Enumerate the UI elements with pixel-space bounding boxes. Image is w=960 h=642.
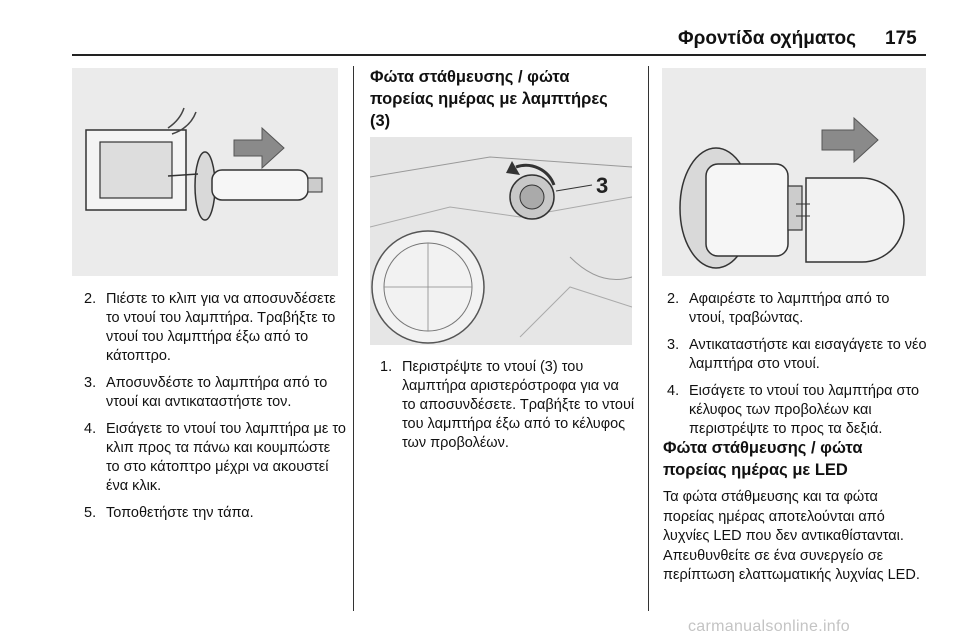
step-number: 4.: [84, 421, 97, 437]
list-item: [84, 290, 346, 366]
step-text: Εισάγετε το ντουί του λαμπτήρα με το κλιπ προς τα πάνω και κουμπώστε το στο κάτοπτρο μέχρι να ακουστεί ένα κλικ.: [106, 421, 346, 494]
bulb-socket-removal-illustration: [72, 68, 338, 276]
step-number: 2.: [84, 291, 97, 307]
header-rule: [72, 54, 926, 56]
step-text: Εισάγετε το ντουί του λαμπτήρα στο κέλυφος των προβολέων και περιστρέψτε το προς τα δεξιά.: [689, 383, 920, 437]
step-number: 5.: [84, 505, 97, 521]
section-heading-bulb-lamps: Φώτα στάθμευσης / φώτα πορείας ημέρας με λαμπτήρες (3): [370, 68, 608, 130]
step-text: Αποσυνδέστε το λαμπτήρα από το ντουί και αντικαταστήστε τον.: [106, 375, 328, 410]
section-heading-led-lamps: Φώτα στάθμευσης / φώτα πορείας ημέρας με LED: [663, 439, 863, 479]
led-info-paragraph: Τα φώτα στάθμευσης και τα φώτα πορείας ημέρας αποτελούνται από λυχνίες LED που δεν αντικαθίστανται. Απευθυνθείτε σε ένα συνεργείο σε περίπτωση ελαττωματικής λυχνίας LED.: [663, 489, 920, 583]
step-text: Πιέστε το κλιπ για να αποσυνδέσετε το ντουί του λαμπτήρα. Τραβήξτε το ντουί του λαμπτήρα έξω από το κάτοπτρο.: [106, 291, 336, 364]
step-number: 3.: [84, 375, 97, 391]
headlamp-housing-drawing: [370, 137, 632, 345]
list-item: [84, 420, 346, 496]
step-text: Τοποθετήστε την τάπα.: [106, 505, 254, 521]
column-divider-right: [648, 66, 649, 611]
bulb-socket-removal-drawing: [72, 68, 338, 276]
list-item: [84, 504, 346, 523]
list-item: [667, 382, 929, 439]
bulb-extraction-drawing: [662, 68, 926, 276]
step-number: 4.: [667, 383, 680, 399]
right-steps-list: [667, 290, 929, 447]
callout-label-3: 3: [596, 173, 609, 198]
step-text: Αντικαταστήστε και εισαγάγετε το νέο λαμπτήρα στο ντουί.: [689, 337, 927, 372]
list-item: [380, 358, 636, 453]
step-text: Αφαιρέστε το λαμπτήρα από το ντουί, τραβώντας.: [689, 291, 890, 326]
list-item: [667, 336, 929, 374]
list-item: [667, 290, 929, 328]
headlamp-housing-illustration: [370, 137, 632, 345]
list-item: [84, 374, 346, 412]
page-header-title: Φροντίδα οχήματος: [678, 28, 856, 49]
watermark: carmanualsonline.info: [688, 618, 850, 635]
step-text: Περιστρέψτε το ντουί (3) του λαμπτήρα αριστερόστροφα για να το αποσυνδέσετε. Τραβήξτε το ντουί του λαμπτήρα έξω από το κέλυφος των προβολέων.: [402, 359, 635, 451]
bulb-extraction-illustration: [662, 68, 926, 276]
left-steps-list: [84, 290, 346, 531]
middle-steps-list: [380, 358, 636, 461]
page-number: 175: [885, 28, 917, 49]
column-divider-left: [353, 66, 354, 611]
step-number: 1.: [380, 359, 393, 375]
step-number: 2.: [667, 291, 680, 307]
step-number: 3.: [667, 337, 680, 353]
